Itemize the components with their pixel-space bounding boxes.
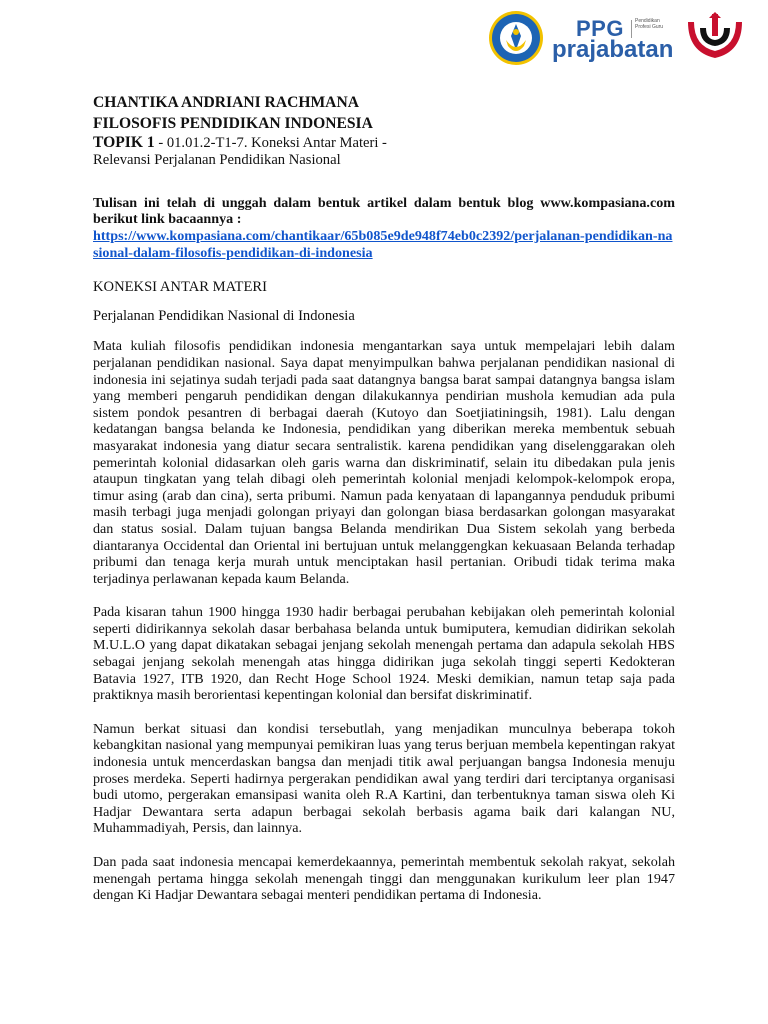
upi-logo — [684, 12, 746, 64]
course-title: FILOSOFIS PENDIDIKAN INDONESIA — [93, 115, 373, 132]
ppg-text: PPG — [576, 16, 624, 41]
intro-block — [93, 195, 675, 261]
tut-wuri-handayani-logo — [488, 10, 544, 66]
document-body — [93, 92, 675, 904]
paragraph-1: Mata kuliah filosofis pendidikan indonesia mengantarkan saya untuk mempelajari lebih dalam perjalanan pendidikan nasional. Saya dapat menyimpulkan bahwa perjalanan pendidikan nasional di indonesia ini sejatinya sudah terjadi pada saat datangnya bangsa barat sampai datangnya bangsa islam yang memberi pengaruh pendidikan dengan dilakukannya pendirian mushola kemudian ada pula sistem pondok pesantren di berbagai daerah (Kutoyo dan Soetjiatiningsih, 1981). Lalu dengan kedatangan bangsa belanda ke Indonesia, pendidikan yang diberikan mereka membentuk sebuah masyarakat indonesia yang diatur secara sentralistik. karena pendidikan yang diselenggarakan oleh pemerintah kolonial didasarkan oleh garis warna dan diskriminatif, selain itu dibedakan pula jenis ataupun tingkatan yang telah dibagi oleh pemerintah kolonial menjadi kelompok-kelompok eropa, timur asing (arab dan cina), serta pribumi. Namun pada kenyataan di lapangannya penduduk pribumi masih terbagi juga menjadi golongan priyayi dan golongan biasa berdasarkan golongan masyarakat dan status sosial. Dalam tujuan bangsa Belanda mendirikan Dua Sistem sekolah yang berbeda diantaranya Occidental dan Oriental ini bertujuan untuk melanggengkan kekuasaan Belanda terhadap pribumi dan tenaga kerja murah untuk menciptakan hasil pertanian. Oribudi tidak terima maka terjadinya perlawanan kepada kaum Belanda. — [93, 338, 675, 587]
article-link[interactable]: https://www.kompasiana.com/chantikaar/65b085e9de948f74eb0c2392/perjalanan-pendidikan-nasional-dalam-filosofis-pendidikan-di-indonesia — [93, 228, 673, 261]
topic-code: - 01.01.2-T1-7. Koneksi Antar Materi - — [154, 135, 387, 151]
ppg-caption: Pendidikan Profesi Guru — [635, 18, 664, 30]
topic-lead: TOPIK 1 — [93, 134, 155, 151]
topic-subtitle: Relevansi Perjalanan Pendidikan Nasional — [93, 152, 341, 169]
section-title: KONEKSI ANTAR MATERI — [93, 279, 267, 296]
header-logos — [488, 10, 760, 68]
paragraph-4: Dan pada saat indonesia mencapai kemerdekaannya, pemerintah membentuk sekolah rakyat, sekolah menengah pertama hingga sekolah menengah tinggi dan menggunakan kurikulum leer plan 1947 dengan Ki Hadjar Dewantara sebagai menteri pendidikan pertama di Indonesia. — [93, 854, 675, 904]
paragraph-2: Pada kisaran tahun 1900 hingga 1930 hadir berbagai perubahan kebijakan oleh pemerintah kolonial seperti didirikannya sekolah dasar berbahasa belanda untuk bumiputera, kemudian didirikan sekolah M.U.L.O yang dapat dikatakan sebagai jenjang sekolah menengah pertama dan adapula sekolah HBS sebagai jenjang sekolah menengah atas hingga didirikan juga sekolah tinggi seperti Kedokteran Batavia 1927, ITB 1920, dan Recht Hoge School 1924. Meski demikian, namun tetap saja pada praktiknya masih berorientasi kepentingan kolonial dan bersifat diskriminatif. — [93, 604, 675, 704]
ppg-prajabatan-logo — [552, 14, 678, 64]
paragraph-3: Namun berkat situasi dan kondisi tersebutlah, yang menjadikan munculnya beberapa tokoh kebangkitan nasional yang mempunyai pemikiran luas yang terus berjuan membela kepentingan rakyat indonesia untuk mencerdaskan bangsa dan menjadi titik awal perjuangan bangsa Indonesia menuju proses merdeka. Seperti hadirnya pergerakan pendidikan awal yang terdiri dari terciptanya organisasi budi utomo, pergerakan emansipasi wanita oleh R.A Kartini, dan terbentuknya taman siswa oleh Ki Hadjar Dewantara serta adapun berbagai sekolah berbasis agama baik dari kalangan NU, Muhammadiyah, Persis, dan lainnya. — [93, 720, 675, 837]
intro-text: Tulisan ini telah di unggah dalam bentuk artikel dalam bentuk blog www.kompasiana.com berikut link bacaannya : — [93, 194, 675, 228]
author-name: CHANTIKA ANDRIANI RACHMANA — [93, 94, 359, 111]
subsection-title: Perjalanan Pendidikan Nasional di Indonesia — [93, 307, 355, 324]
topic-line — [93, 134, 675, 152]
ppg-subtitle: prajabatan — [552, 36, 674, 63]
